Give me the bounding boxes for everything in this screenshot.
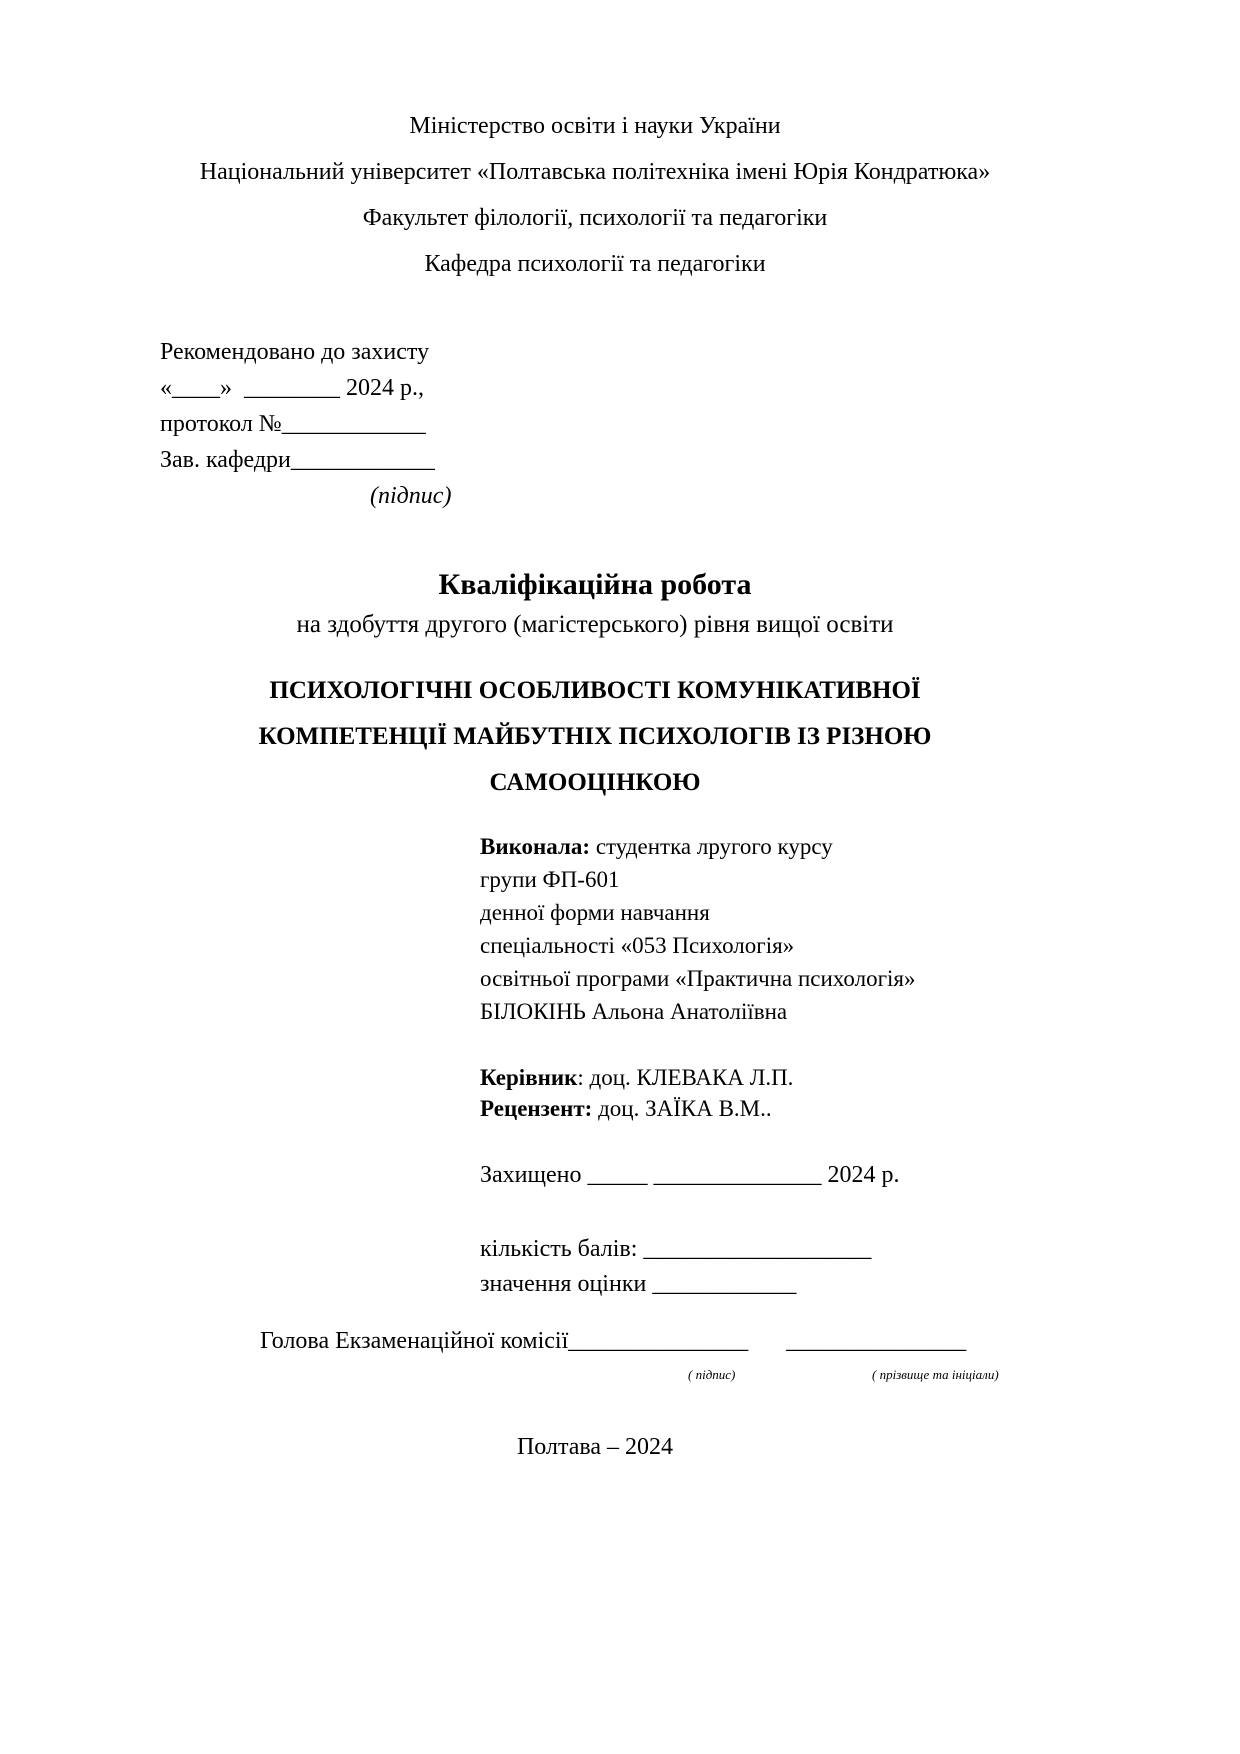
ministry-line: Міністерство освіти і науки України [409,113,781,139]
performed-by-label: Виконала: [480,834,591,859]
performed-by-line [480,830,1030,863]
reviewer-line [480,1093,1030,1124]
work-title: Кваліфікаційна робота [438,568,752,601]
thesis-title-line-2: КОМПЕТЕНЦІЇ МАЙБУТНІХ ПСИХОЛОГІВ ІЗ РІЗНОЮ [258,723,932,750]
protocol-blank-line: протокол №____________ [160,411,426,437]
committee-signature-note: ( підпис) [688,1367,736,1382]
author-name-line: БІЛОКІНЬ Альона Анатоліївна [480,999,788,1024]
thesis-title-block [160,668,1030,806]
recommendation-block [160,334,1030,514]
university-line: Національний університет «Полтавська політехніка імені Юрія Кондратюка» [199,159,991,185]
supervisor-text: : доц. КЛЕВАКА Л.П. [577,1065,794,1090]
grades-block [480,1232,1040,1302]
defense-block [480,1160,1030,1190]
defended-blank-line: Захищено _____ ______________ 2024 р. [480,1162,900,1188]
department-line: Кафедра психології та педагогіки [424,251,766,277]
author-block [480,830,1030,1028]
specialty-line: спеціальності «053 Психологія» [480,933,795,958]
supervisor-line [480,1062,1030,1093]
supervisors-block [480,1062,1030,1124]
thesis-title-line-3: САМООЦІНКОЮ [489,769,701,796]
supervisor-label: Керівник [480,1065,578,1090]
work-subtitle: на здобуття другого (магістерського) рівня вищої освіти [296,611,894,638]
page-content [160,0,1030,1754]
committee-head-blank: Голова Екзаменаційної комісії_______________ [260,1328,749,1354]
committee-notes [260,1356,1030,1380]
performed-by-text: студентка лругого курсу [590,834,833,859]
signature-note: (підпис) [370,483,452,509]
work-title-block [160,565,1030,645]
department-head-blank-line: Зав. кафедри____________ [160,447,435,473]
faculty-line: Факультет філології, психології та педагогіки [362,205,828,231]
grade-value-blank-line: значення оцінки ____________ [480,1271,797,1297]
points-blank-line: кількість балів: ___________________ [480,1236,872,1262]
group-line: групи ФП-601 [480,867,620,892]
institution-header [160,103,1030,287]
study-form-line: денної форми навчання [480,900,710,925]
date-blank-line: «____» ________ 2024 р., [160,375,424,401]
reviewer-label: Рецензент: [480,1096,593,1121]
footer-block [160,1434,1030,1461]
program-line: освітньої програми «Практична психологія» [480,966,916,991]
city-year-line: Полтава – 2024 [516,1434,674,1460]
reviewer-text: доц. ЗАЇКА В.М.. [592,1096,772,1121]
recommendation-line: Рекомендовано до захисту [160,339,430,365]
committee-name-note: ( прізвище та ініціали) [872,1367,999,1382]
thesis-title-line-1: ПСИХОЛОГІЧНІ ОСОБЛИВОСТІ КОМУНІКАТИВНОЇ [269,677,921,704]
committee-head-line [260,1326,1030,1356]
committee-block [260,1326,1030,1380]
committee-name-blank: _______________ [786,1328,967,1354]
